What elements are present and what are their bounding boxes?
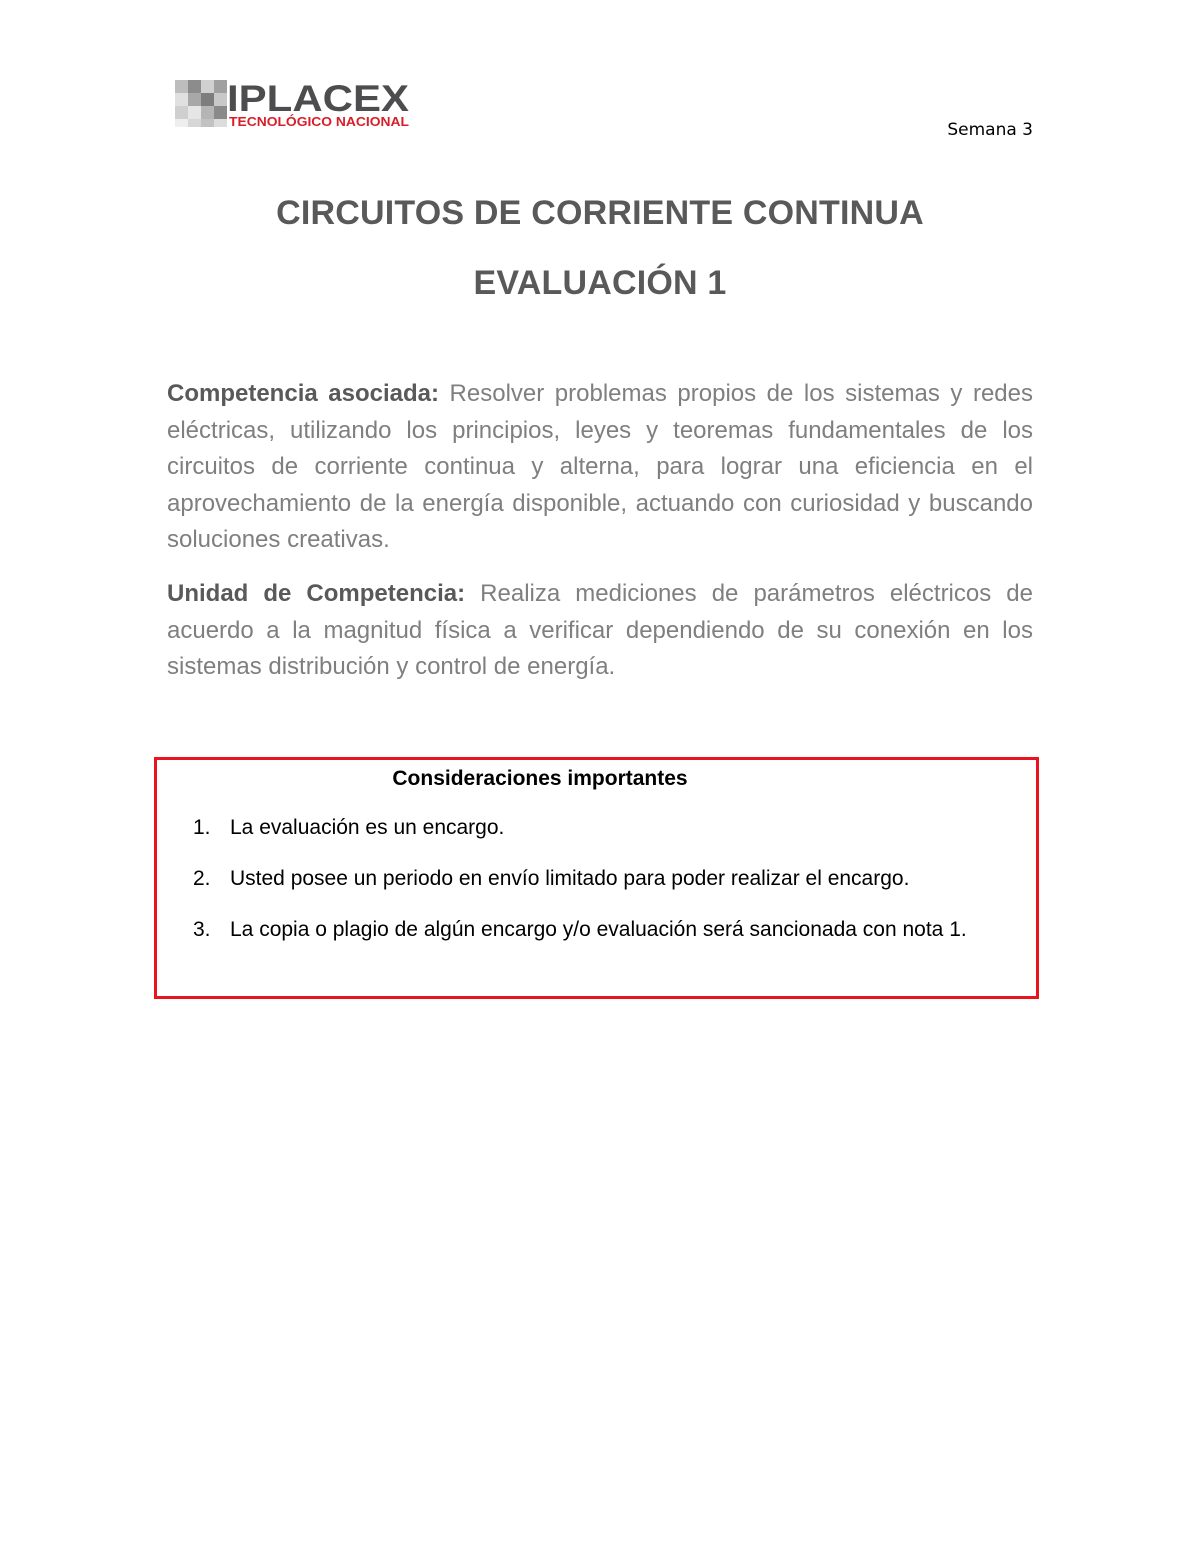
list-item — [157, 916, 1036, 944]
unidad-text: Realiza mediciones de parámetros eléctricos de acuerdo a la magnitud física a verificar dependiendo de su conexión en los sistemas distribución y control de energía. — [167, 580, 1033, 680]
list-item-number: 3. — [193, 918, 211, 941]
competencia-label: Competencia asociada: — [167, 380, 439, 407]
list-item-text: Usted posee un periodo en envío limitado para poder realizar el encargo. — [230, 867, 910, 890]
considerations-title: Consideraciones importantes — [392, 767, 688, 790]
document-title: CIRCUITOS DE CORRIENTE CONTINUA — [276, 194, 924, 232]
competencia-paragraph — [167, 376, 1033, 559]
evaluation-title: EVALUACIÓN 1 — [473, 264, 727, 302]
week-label: Semana 3 — [947, 120, 1033, 140]
list-item-text: La copia o plagio de algún encargo y/o evaluación será sancionada con nota 1. — [230, 918, 967, 941]
list-item — [157, 865, 1036, 893]
unidad-paragraph — [167, 576, 1033, 686]
list-item — [157, 814, 1036, 842]
list-item-number: 1. — [193, 816, 211, 839]
considerations-list — [157, 814, 1036, 967]
iplacex-logo — [175, 78, 415, 134]
competencia-text: Resolver problemas propios de los sistemas y redes eléctricas, utilizando los principios, leyes y teoremas fundamentales de los circuitos de corriente continua y alterna, para lograr una eficiencia en el aprovechamiento de la energía disponible, actuando con curiosidad y buscando soluciones creativas. — [167, 380, 1033, 553]
considerations-box — [154, 757, 1039, 999]
logo-mosaic-icon — [175, 80, 227, 127]
logo-tagline-text: TECNOLÓGICO NACIONAL — [229, 115, 392, 129]
list-item-text: La evaluación es un encargo. — [230, 816, 505, 839]
logo-brand-text: IPLACEX — [227, 78, 410, 119]
unidad-label: Unidad de Competencia: — [167, 580, 466, 607]
list-item-number: 2. — [193, 867, 211, 890]
